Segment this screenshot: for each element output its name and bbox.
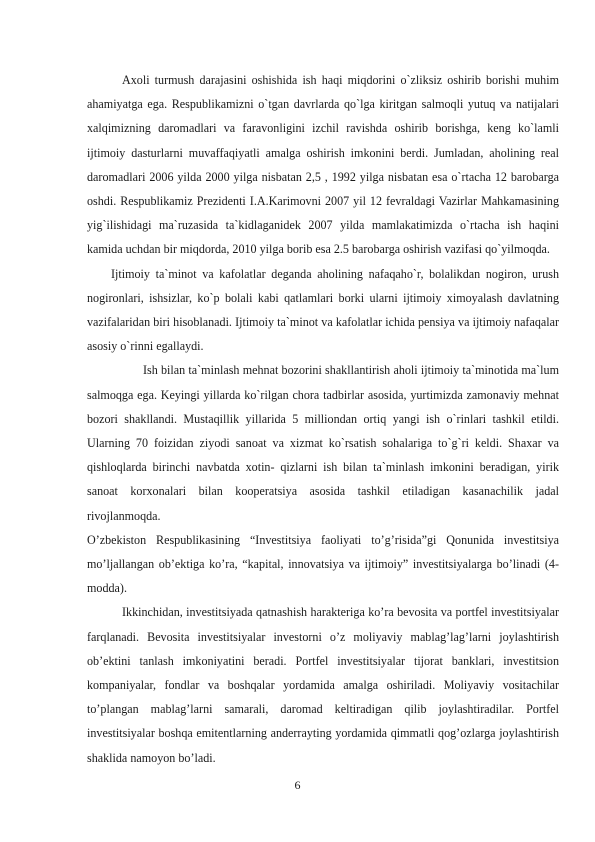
paragraph-income-growth: Axoli turmush darajasini oshishida ish haqi miqdorini o`zliksiz oshirib borishi muhim ahamiyatga ega. Respublikamizni o`tgan davrlarda qo`lga kiritgan salmoqli yutuq va natijalari xalqimizning daromadlari va faravonligini izchil ravishda oshirib borishga, keng ko`lamli ijtimoiy dasturlarni muvaffaqiyatli amalga oshirish imkonini berdi. Jumladan, aholining real daromadlari 2006 yilda 2000 yilga nisbatan 2,5 , 1992 yilga nisbatan esa o`rtacha 12 barobarga oshdi. Respublikamiz Prezidenti I.A.Karimovni 2007 yil 12 fevraldagi Vazirlar Mahkamasining yig`ilishidagi ma`ruzasida ta`kidlaganidek 2007 yilda mamlakatimizda o`rtacha ish haqini kamida uchdan bir miqdorda, 2010 yilga borib esa 2.5 barobarga oshirish vazifasi qo`yilmoqda. (87, 73, 559, 257)
page-number: 6 (294, 778, 301, 792)
document-body (87, 68, 559, 770)
paragraph-social-security: Ijtimoiy ta`minot va kafolatlar deganda aholining nafaqaho`r, bolalikdan nogiron, urush nogironlari, ishsizlar, ko`p bolali kabi qatlamlari borki ularni ijtimoiy ximoyalash davlatning vazifalaridan biri hisoblanadi. Ijtimoiy ta`minot va kafolatlar ichida pensiya va ijtimoiy nafaqalar asosiy o`rinni egallaydi. (87, 266, 559, 354)
paragraph-investment-law: O’zbekiston Respublikasining “Investitsiya faoliyati to’g’risida”gi Qonunida investitsiya mo’ljallangan ob’ektiga ko’ra, “kapital, innovatsiya va ijtimoiy” investitsiyalarga bo’linadi (4- modda). (87, 532, 559, 596)
paragraph-employment: Ish bilan ta`minlash mehnat bozorini shakllantirish aholi ijtimoiy ta`minotida ma`lum salmoqga ega. Keyingi yillarda ko`rilgan chora tadbirlar asosida, yurtimizda zamonaviy mehnat bozori shakllandi. Mustaqillik yillarida 5 milliondan ortiq yangi ish o`rinlari tashkil etildi. Ularning 70 foizidan ziyodi sanoat va xizmat ko`rsatish sohalariga to`g`ri keldi. Shaxar va qishloqlarda birinchi navbatda xotin- qizlarni ish bilan ta`minlash imkonini beradigan, yirik sanoat korxonalari bilan kooperatsiya asosida tashkil etiladigan kasanachilik jadal rivojlanmoqda. (87, 363, 559, 523)
paragraph-portfolio-investment: Ikkinchidan, investitsiyada qatnashish harakteriga ko’ra bevosita va portfel investitsiyalar farqlanadi. Bevosita investitsiyalar investorni o’z moliyaviy mablag’lag’larni joylashtirish ob’ektini tanlash imkoniyatini beradi. Portfel investitsiyalar tijorat banklari, investitsion kompaniyalar, fondlar va boshqalar yordamida amalga oshiriladi. Moliyaviy vositachilar to’plangan mablag’larni samarali, daromad keltiradigan qilib joylashtiradilar. Portfel investitsiyalar boshqa emitentlarning anderrayting yordamida qimmatli qog’ozlarga joylashtirish shaklida namoyon bo’ladi. (87, 605, 559, 765)
